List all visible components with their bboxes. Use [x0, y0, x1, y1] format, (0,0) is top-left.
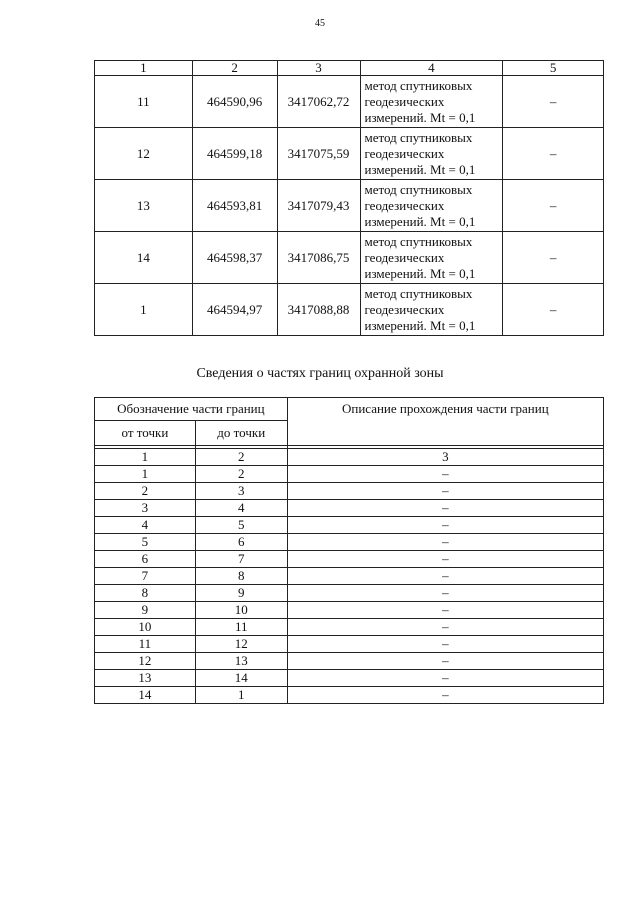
description-cell: – [287, 619, 603, 636]
description-cell: – [287, 653, 603, 670]
description-cell: – [287, 670, 603, 687]
to-point-cell: 14 [195, 670, 287, 687]
column-numbering-row [95, 449, 604, 466]
y-coordinate-cell: 3417075,59 [277, 128, 360, 180]
boundary-parts-table [94, 397, 604, 704]
point-number-cell: 13 [95, 180, 193, 232]
from-point-cell: 4 [95, 517, 196, 534]
description-cell: – [287, 602, 603, 619]
point-number-cell: 11 [95, 76, 193, 128]
to-point-cell: 11 [195, 619, 287, 636]
table-row [95, 517, 604, 534]
header-from-cell: от точки [95, 421, 196, 446]
header-group-cell: Обозначение части границ [95, 398, 288, 421]
point-number-cell: 12 [95, 128, 193, 180]
y-coordinate-cell: 3417079,43 [277, 180, 360, 232]
point-number-cell: 1 [95, 284, 193, 336]
numbering-cell: 1 [95, 449, 196, 466]
description-cell: – [287, 636, 603, 653]
header-to-cell: до точки [195, 421, 287, 446]
header-cell: 3 [277, 61, 360, 76]
method-cell [360, 180, 503, 232]
description-cell: – [287, 500, 603, 517]
to-point-cell: 10 [195, 602, 287, 619]
section-title: Сведения о частях границ охранной зоны [196, 366, 444, 381]
y-coordinate-cell: 3417088,88 [277, 284, 360, 336]
description-cell: – [287, 483, 603, 500]
from-point-cell: 2 [95, 483, 196, 500]
to-point-cell: 2 [195, 466, 287, 483]
from-point-cell: 3 [95, 500, 196, 517]
method-line: измерений. Mt = 0,1 [364, 161, 476, 177]
to-point-cell: 7 [195, 551, 287, 568]
y-coordinate-cell: 3417086,75 [277, 232, 360, 284]
to-point-cell: 5 [195, 517, 287, 534]
x-coordinate-cell: 464593,81 [192, 180, 277, 232]
table-row [95, 636, 604, 653]
table-row [95, 687, 604, 704]
table-row [95, 568, 604, 585]
to-point-cell: 4 [195, 500, 287, 517]
description-cell: – [287, 466, 603, 483]
from-point-cell: 6 [95, 551, 196, 568]
note-cell: – [503, 232, 604, 284]
header-description-cell: Описание прохождения части границ [287, 398, 603, 446]
to-point-cell: 8 [195, 568, 287, 585]
table-row [95, 500, 604, 517]
method-line: измерений. Mt = 0,1 [364, 317, 476, 333]
description-cell: – [287, 534, 603, 551]
header-cell: 2 [192, 61, 277, 76]
table-row [95, 232, 604, 284]
description-cell: – [287, 568, 603, 585]
from-point-cell: 1 [95, 466, 196, 483]
from-point-cell: 11 [95, 636, 196, 653]
header-cell: 5 [503, 61, 604, 76]
description-cell: – [287, 517, 603, 534]
from-point-cell: 5 [95, 534, 196, 551]
numbering-cell: 2 [195, 449, 287, 466]
to-point-cell: 1 [195, 687, 287, 704]
table-row [95, 585, 604, 602]
from-point-cell: 9 [95, 602, 196, 619]
from-point-cell: 12 [95, 653, 196, 670]
x-coordinate-cell: 464590,96 [192, 76, 277, 128]
table-row [95, 180, 604, 232]
method-line: геодезических [364, 197, 445, 213]
header-cell: 1 [95, 61, 193, 76]
coordinates-table [94, 60, 604, 336]
point-number-cell: 14 [95, 232, 193, 284]
method-line: измерений. Mt = 0,1 [364, 265, 476, 281]
method-line: геодезических [364, 93, 445, 109]
method-line: метод спутниковых [364, 129, 473, 145]
x-coordinate-cell: 464599,18 [192, 128, 277, 180]
numbering-cell: 3 [287, 449, 603, 466]
from-point-cell: 14 [95, 687, 196, 704]
method-line: метод спутниковых [364, 181, 473, 197]
method-cell [360, 128, 503, 180]
to-point-cell: 13 [195, 653, 287, 670]
from-point-cell: 10 [95, 619, 196, 636]
description-cell: – [287, 551, 603, 568]
method-cell [360, 232, 503, 284]
description-cell: – [287, 687, 603, 704]
from-point-cell: 8 [95, 585, 196, 602]
method-line: измерений. Mt = 0,1 [364, 213, 476, 229]
table-row [95, 670, 604, 687]
table-row [95, 466, 604, 483]
header-cell: 4 [360, 61, 503, 76]
table-row [95, 619, 604, 636]
y-coordinate-cell: 3417062,72 [277, 76, 360, 128]
method-cell [360, 76, 503, 128]
table-row [95, 128, 604, 180]
table-header-row [95, 398, 604, 421]
table-row [95, 653, 604, 670]
from-point-cell: 13 [95, 670, 196, 687]
method-line: геодезических [364, 301, 445, 317]
table-row [95, 602, 604, 619]
table-row [95, 483, 604, 500]
to-point-cell: 9 [195, 585, 287, 602]
method-line: измерений. Mt = 0,1 [364, 109, 476, 125]
note-cell: – [503, 76, 604, 128]
x-coordinate-cell: 464598,37 [192, 232, 277, 284]
method-line: метод спутниковых [364, 233, 473, 249]
from-point-cell: 7 [95, 568, 196, 585]
to-point-cell: 6 [195, 534, 287, 551]
table-row [95, 534, 604, 551]
table-header-row [95, 61, 604, 76]
description-cell: – [287, 585, 603, 602]
note-cell: – [503, 284, 604, 336]
x-coordinate-cell: 464594,97 [192, 284, 277, 336]
method-line: метод спутниковых [364, 77, 473, 93]
method-line: геодезических [364, 145, 445, 161]
method-cell [360, 284, 503, 336]
page-number: 45 [315, 18, 325, 29]
table-row [95, 284, 604, 336]
table-row [95, 76, 604, 128]
to-point-cell: 3 [195, 483, 287, 500]
method-line: метод спутниковых [364, 285, 473, 301]
table-row [95, 551, 604, 568]
to-point-cell: 12 [195, 636, 287, 653]
method-line: геодезических [364, 249, 445, 265]
note-cell: – [503, 128, 604, 180]
note-cell: – [503, 180, 604, 232]
